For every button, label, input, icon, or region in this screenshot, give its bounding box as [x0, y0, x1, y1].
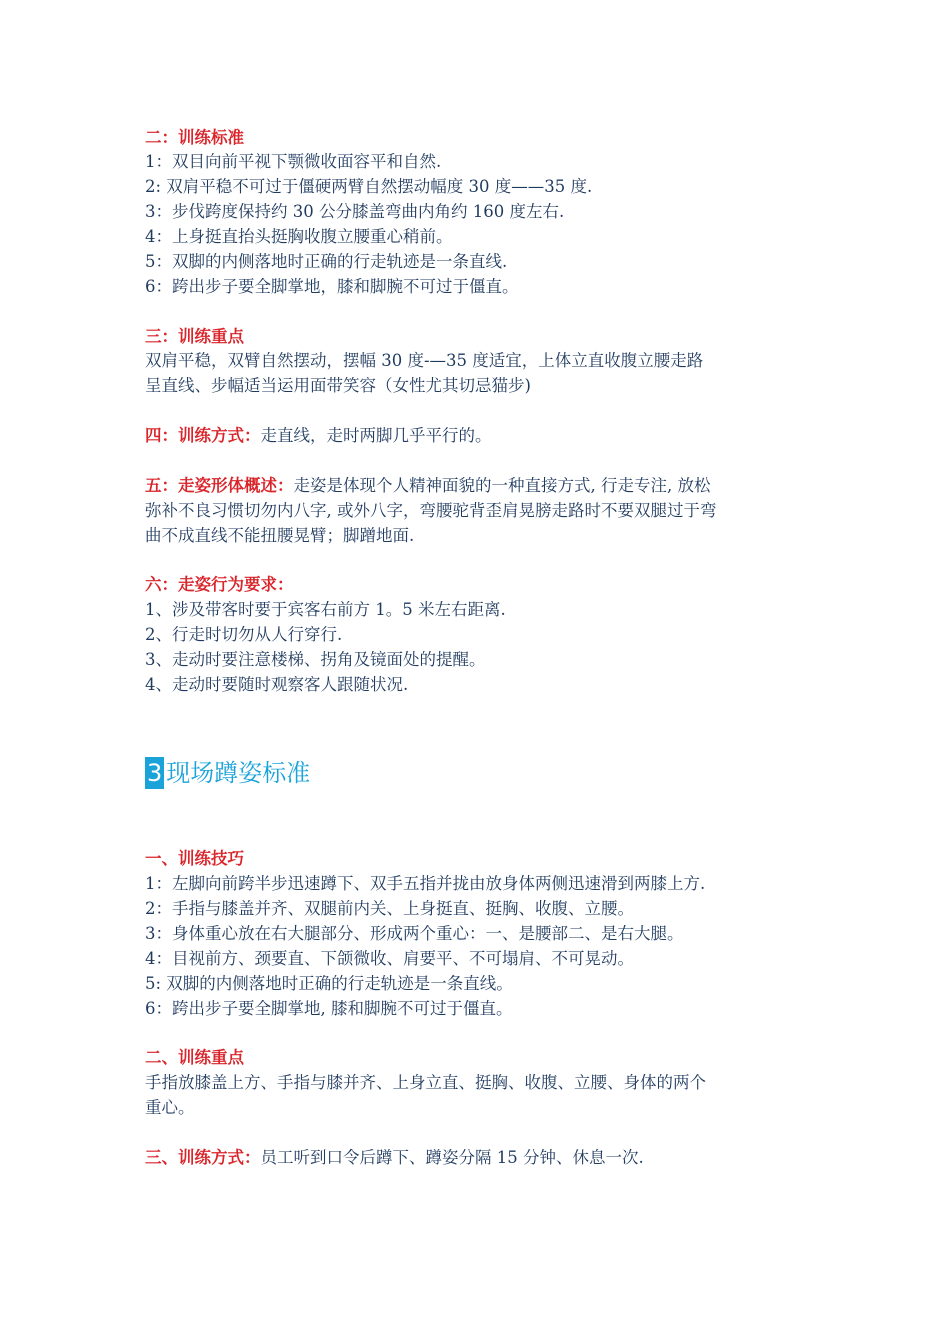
paragraph-line: 双肩平稳，双臂自然摆动，摆幅 30 度-—35 度适宜，上体立直收腹立腰走路	[145, 351, 704, 370]
walking-overview-label: 五：走姿形体概述：	[145, 476, 294, 495]
list-item: 2: 双肩平稳不可过于僵硬两臂自然摆动幅度 30 度——35 度.	[145, 177, 593, 196]
section-number: 3	[147, 759, 163, 787]
squat-method-text: 员工听到口令后蹲下、蹲姿分隔 15 分钟、休息一次.	[260, 1148, 644, 1167]
squat-method-line	[145, 1146, 825, 1170]
list-item: 1、涉及带客时要于宾客右前方 1。5 米左右距离.	[145, 600, 506, 619]
training-method-line	[145, 424, 825, 448]
list-item: 4：上身挺直抬头挺胸收腹立腰重心稍前。	[145, 227, 453, 246]
list-item: 4：目视前方、颈要直、下颌微收、肩要平、不可塌肩、不可晃动。	[145, 949, 634, 968]
heading-squat-focus: 二、训练重点	[145, 1048, 244, 1067]
list-item: 3、走动时要注意楼梯、拐角及镜面处的提醒。	[145, 650, 486, 669]
list-item: 6：跨出步子要全脚掌地, 膝和脚腕不可过于僵直。	[145, 999, 513, 1018]
list-item: 3：身体重心放在右大腿部分、形成两个重心：一、是腰部二、是右大腿。	[145, 924, 684, 943]
list-item: 1：双目向前平视下颚微收面容平和自然.	[145, 152, 442, 171]
paragraph-line: 手指放膝盖上方、手指与膝并齐、上身立直、挺胸、收腹、立腰、身体的两个	[145, 1073, 706, 1092]
section-title	[145, 757, 310, 789]
walking-overview-line	[145, 474, 825, 498]
heading-training-skills: 一、训练技巧	[145, 849, 244, 868]
list-item: 1：左脚向前跨半步迅速蹲下、双手五指并拢由放身体两侧迅速滑到两膝上方.	[145, 874, 706, 893]
squat-method-label: 三、训练方式：	[145, 1148, 261, 1167]
list-item: 5: 双脚的内侧落地时正确的行走轨迹是一条直线。	[145, 974, 513, 993]
list-item: 5：双脚的内侧落地时正确的行走轨迹是一条直线.	[145, 252, 508, 271]
heading-walking-requirements: 六：走姿行为要求：	[145, 575, 294, 594]
list-item: 2：手指与膝盖并齐、双腿前内关、上身挺直、挺胸、收腹、立腰。	[145, 899, 634, 918]
list-item: 2、行走时切勿从人行穿行.	[145, 625, 343, 644]
list-item: 6：跨出步子要全脚掌地，膝和脚腕不可过于僵直。	[145, 277, 519, 296]
paragraph-line: 曲不成直线不能扭腰晃臂；脚蹭地面.	[145, 526, 415, 545]
paragraph-line: 重心。	[145, 1098, 195, 1117]
list-item: 4、走动时要随时观察客人跟随状况.	[145, 675, 409, 694]
training-method-text: 走直线，走时两脚几乎平行的。	[260, 426, 492, 445]
training-method-label: 四：训练方式：	[145, 426, 261, 445]
walking-overview-text: 走姿是体现个人精神面貌的一种直接方式, 行走专注, 放松	[293, 476, 711, 495]
paragraph-line: 弥补不良习惯切勿内八字, 或外八字，弯腰驼背歪肩晃膀走路时不要双腿过于弯	[145, 501, 717, 520]
list-item: 3：步伐跨度保持约 30 公分膝盖弯曲内角约 160 度左右.	[145, 202, 565, 221]
section-title-text: 现场蹲姿标准	[166, 759, 311, 787]
paragraph-line: 呈直线、步幅适当运用面带笑容（女性尤其切忌猫步)	[145, 376, 531, 395]
heading-training-focus: 三：训练重点	[145, 327, 244, 346]
heading-training-standard: 二：训练标准	[145, 128, 244, 147]
